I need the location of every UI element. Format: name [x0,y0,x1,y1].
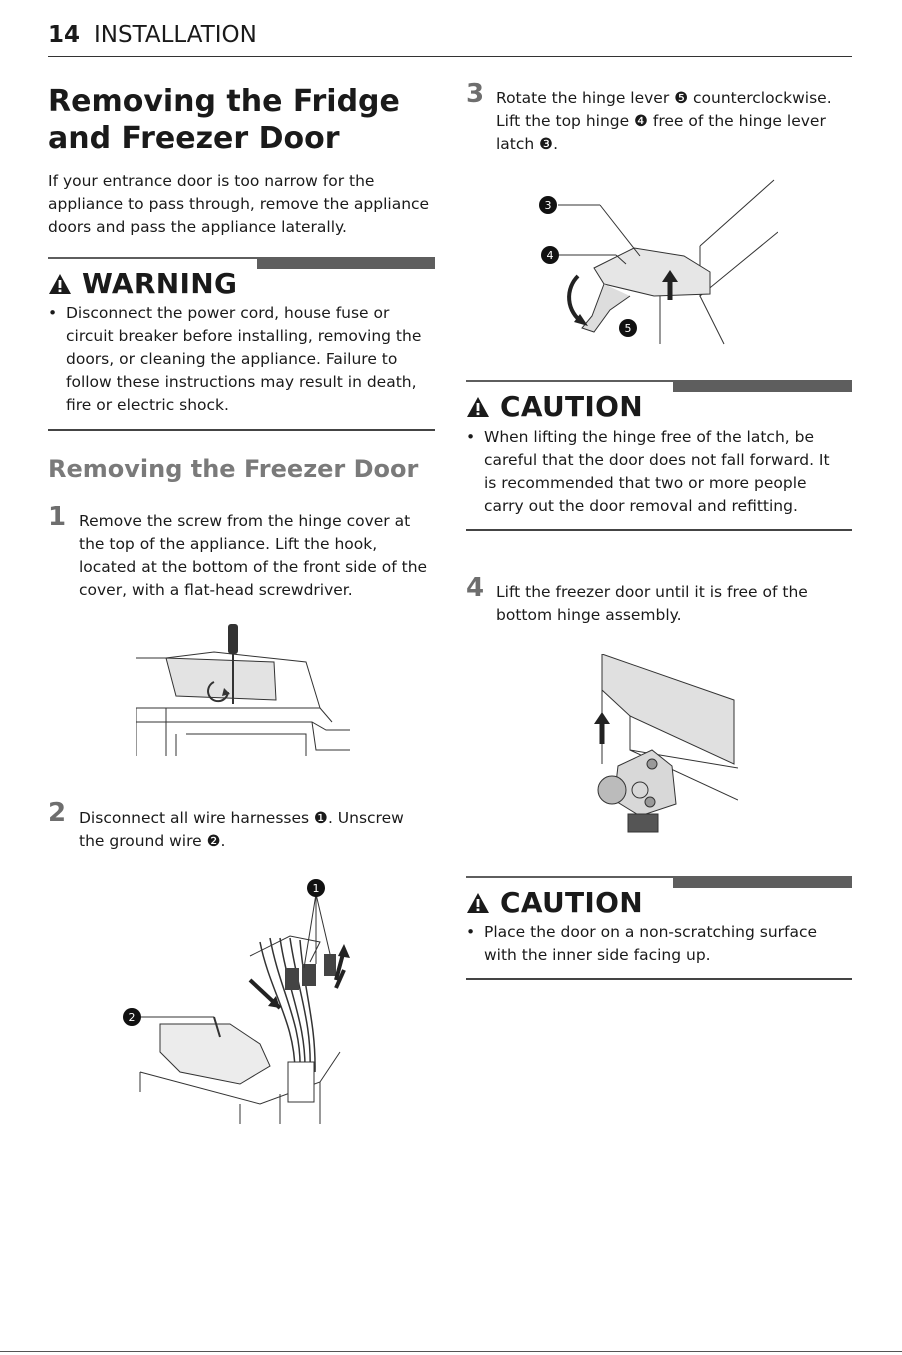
caution-1-text: When lifting the hinge free of the latch, be careful that the door does not fall forward. It is recommended that two or more people carry out the door removal and refitting. [484,428,830,515]
caution-1-title: CAUTION [500,390,643,423]
warning-triangle-icon [466,888,490,921]
page-number: 14 [48,22,81,48]
warning-title: WARNING [82,267,238,300]
callout-4: 4 [546,249,554,262]
step-1-number: 1 [48,502,67,532]
header-rule [48,56,852,57]
caution-notice-2 [466,876,852,981]
hinge-lever-illustration [534,176,778,346]
callout-1: 1 [312,882,320,895]
intro-paragraph: If your entrance door is too narrow for the appliance to pass through, remove the appliance doors and pass the appliance laterally. [48,172,430,236]
step-4-number: 4 [466,573,485,603]
callout-5: 5 [624,322,632,335]
subsection-title: Removing the Freezer Door [48,455,419,483]
caution-1-bullet: • When lifting the hinge free of the latch, be careful that the door does not fall forward. It is recommended that two or more people carry out the door removal and refitting. [466,426,846,518]
warning-triangle-icon [48,269,72,302]
warning-text: Disconnect the power cord, house fuse or circuit breaker before installing, removing the doors, or cleaning the appliance. Failure to follow these instructions may result in death, fire or electric shock. [66,304,422,414]
page-title: Removing the Fridge and Freezer Door [48,84,400,156]
warning-notice [48,257,435,432]
caution-2-title: CAUTION [500,886,643,919]
caution-notice-1 [466,380,852,532]
step-2-number: 2 [48,798,67,828]
caution-2-text: Place the door on a non-scratching surface with the inner side facing up. [484,923,818,964]
step-3-text: Rotate the hinge lever ❺ counterclockwise. Lift the top hinge ❹ free of the hinge lever latch ❸. [496,89,832,153]
section-title: INSTALLATION [94,22,257,48]
callout-2: 2 [128,1011,136,1024]
warning-triangle-icon [466,392,490,425]
step-1-text: Remove the screw from the hinge cover at the top of the appliance. Lift the hook, located at the bottom of the front side of the cover, with a flat-head screwdriver. [79,512,428,599]
warning-bullet: • Disconnect the power cord, house fuse or circuit breaker before installing, removing the doors, or cleaning the appliance. Failure to follow these instructions may result in death, fire or electric shock. [48,302,435,417]
step-3-number: 3 [466,79,485,109]
wire-harness-illustration [120,872,360,1124]
bottom-hinge-illustration [588,654,738,836]
page-header [48,22,257,48]
caution-2-bullet: • Place the door on a non-scratching surface with the inner side facing up. [466,921,852,967]
step-2-text: Disconnect all wire harnesses ❶. Unscrew the ground wire ❷. [79,809,404,850]
footer-rule [0,1351,902,1352]
step-4-text: Lift the freezer door until it is free of the bottom hinge assembly. [496,583,808,624]
callout-3: 3 [544,199,552,212]
hinge-cover-illustration [136,622,350,756]
